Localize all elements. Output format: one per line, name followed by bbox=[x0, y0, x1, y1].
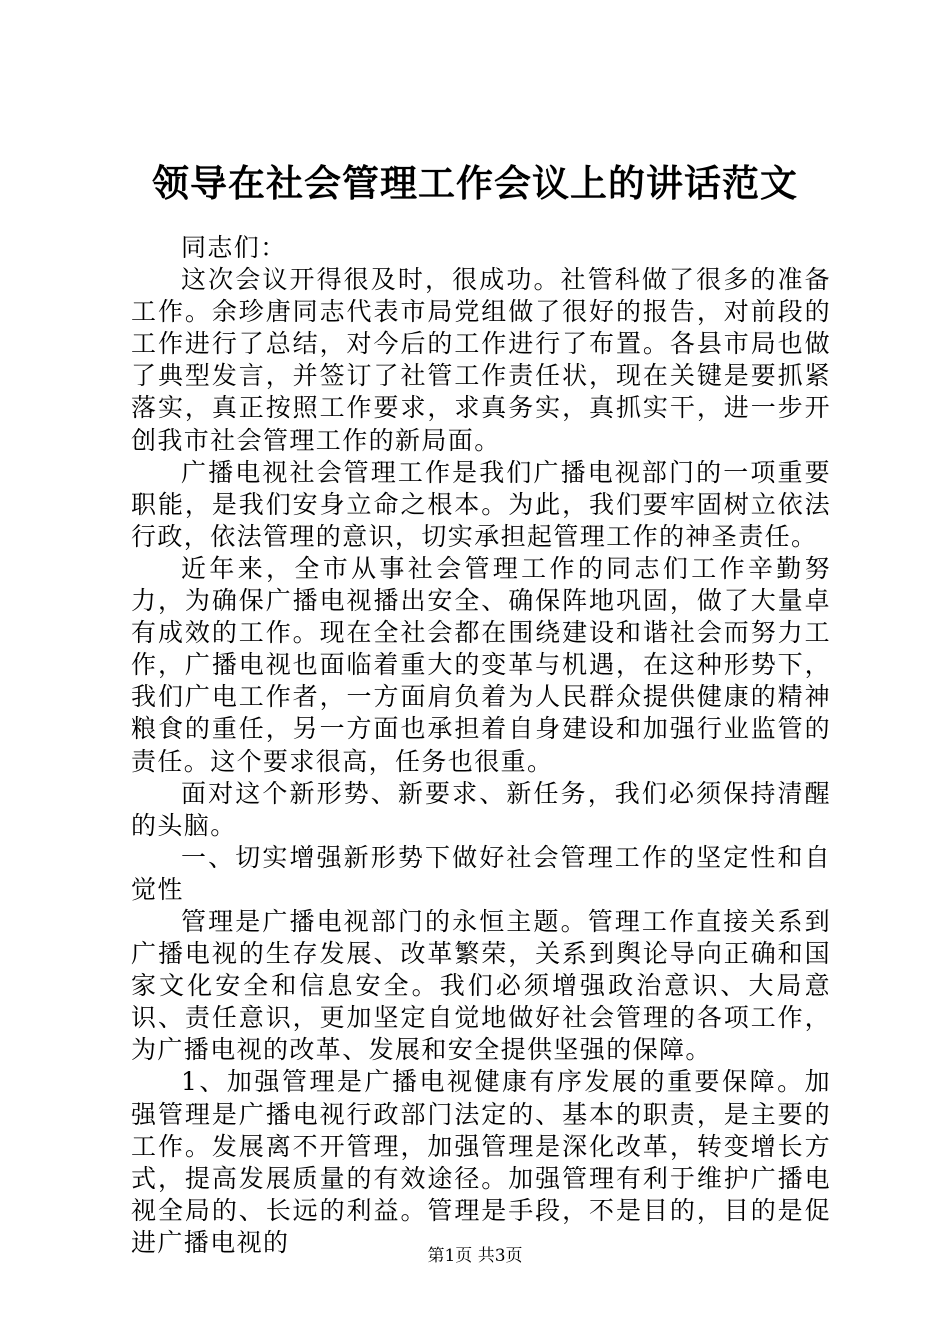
paragraph-meeting-summary: 这次会议开得很及时，很成功。社管科做了很多的准备工作。余珍唐同志代表市局党组做了很好的报告，对前段的工作进行了总结，对今后的工作进行了布置。各县市局也做了典型发言，并签订了社管工作责任状，现在关键是要抓紧落实，真正按照工作要求，求真务实，真抓实干，进一步开创我市社会管理工作的新局面。 bbox=[131, 265, 831, 455]
paragraph-greeting: 同志们： bbox=[181, 233, 287, 262]
paragraph-point-one: 1、加强管理是广播电视健康有序发展的重要保障。加强管理是广播电视行政部门法定的、基本的职责，是主要的工作。发展离不开管理，加强管理是深化改革，转变增长方式，提高发展质量的有效途径。加强管理有利于维护广播电视全局的、长远的利益。管理是手段，不是目的，目的是促进广播电视的 bbox=[131, 1067, 831, 1257]
page-number-footer: 第1页 共3页 bbox=[427, 1246, 523, 1266]
paragraph-core-function: 广播电视社会管理工作是我们广播电视部门的一项重要职能，是我们安身立命之根本。为此，我们要牢固树立依法行政，依法管理的意识，切实承担起管理工作的神圣责任。 bbox=[131, 457, 831, 551]
document-title: 领导在社会管理工作会议上的讲话范文 bbox=[152, 161, 798, 205]
section-heading-one: 一、切实增强新形势下做好社会管理工作的坚定性和自觉性 bbox=[131, 842, 831, 904]
paragraph-management-theme: 管理是广播电视部门的永恒主题。管理工作直接关系到广播电视的生存发展、改革繁荣，关系到舆论导向正确和国家文化安全和信息安全。我们必须增强政治意识、大局意识、责任意识，更加坚定自觉地做好社会管理的各项工作，为广播电视的改革、发展和安全提供坚强的保障。 bbox=[131, 906, 831, 1065]
paragraph-new-situation: 面对这个新形势、新要求、新任务，我们必须保持清醒的头脑。 bbox=[131, 778, 831, 840]
document-body bbox=[131, 232, 831, 1259]
paragraph-recent-years: 近年来，全市从事社会管理工作的同志们工作辛勤努力，为确保广播电视播出安全、确保阵地巩固，做了大量卓有成效的工作。现在全社会都在围绕建设和谐社会而努力工作，广播电视也面临着重大的变革与机遇，在这种形势下，我们广电工作者，一方面肩负着为人民群众提供健康的精神粮食的重任，另一方面也承担着自身建设和加强行业监管的责任。这个要求很高，任务也很重。 bbox=[131, 553, 831, 776]
